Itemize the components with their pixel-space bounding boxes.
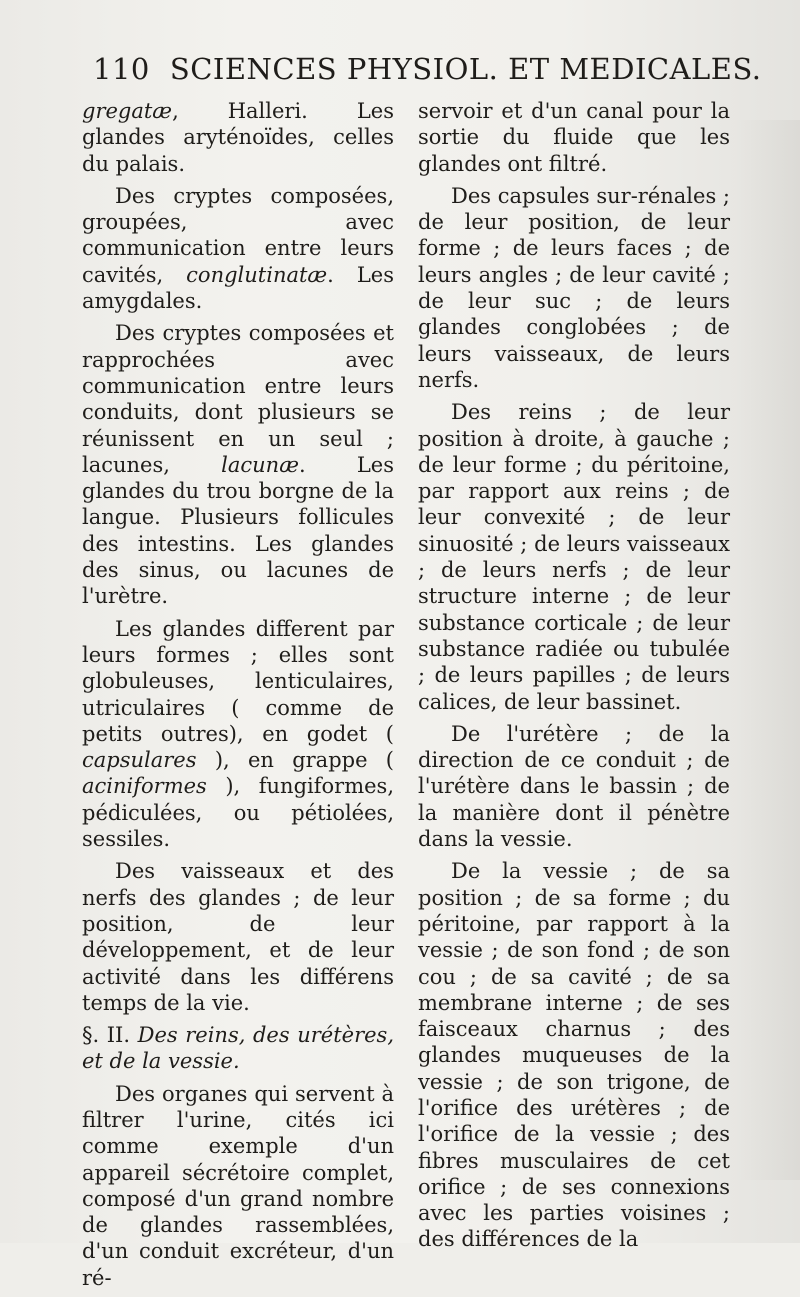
paragraph: Des capsules sur-rénales ; de leur position, de leur forme ; de leurs faces ; de leurs angles ; de leur cavité ; de leur suc ; de leurs glandes conglobées ; de leurs vaisseaux, de leurs nerfs. bbox=[418, 183, 730, 392]
paragraph: Des vaisseaux et des nerfs des glandes ; de leur position, de leur développement, et de leur activité dans les différens temps de la vie. bbox=[82, 859, 394, 1015]
latin-term: gregatæ bbox=[82, 99, 173, 123]
right-column bbox=[418, 98, 730, 1259]
running-title: SCIENCES PHYSIOL. ET MEDICALES. bbox=[169, 52, 762, 86]
page-number: 110 bbox=[93, 52, 150, 86]
paragraph: servoir et d'un canal pour la sortie du fluide que les glandes ont filtré. bbox=[418, 99, 730, 176]
paragraph: gregatæ, Halleri. Les glandes aryténoïdes, celles du palais. bbox=[82, 99, 394, 176]
page-bleed-shadow bbox=[735, 120, 800, 1180]
section-number: §. II. bbox=[82, 1023, 131, 1048]
running-header bbox=[93, 52, 762, 94]
latin-term: lacunæ bbox=[221, 452, 299, 477]
paragraph: Des organes qui servent à filtrer l'urine, cités ici comme exemple d'un appareil sécrétoire complet, composé d'un grand nombre de glandes rassemblées, d'un conduit excréteur, d'un ré- bbox=[82, 1081, 394, 1290]
latin-term: aciniformes bbox=[82, 774, 207, 799]
latin-term: capsulares bbox=[82, 748, 197, 773]
paragraph: De l'urétère ; de la direction de ce conduit ; de l'urétère dans le bassin ; de la manière dont il pénètre dans la vessie. bbox=[418, 721, 730, 852]
section-title: Des reins, des urétères, et de la vessie. bbox=[82, 1023, 394, 1074]
left-column bbox=[82, 98, 394, 1297]
section-heading bbox=[82, 1022, 394, 1075]
paragraph: Des reins ; de leur position à droite, à gauche ; de leur forme ; du péritoine, par rapport aux reins ; de leur convexité ; de leur sinuosité ; de leurs vaisseaux ; de leurs nerfs ; de leur structure interne ; de leur substance corticale ; de leur substance radiée ou tubulée ; de leurs papilles ; de leurs calices, de leur bassinet. bbox=[418, 400, 730, 714]
paragraph: Les glandes different par leurs formes ; elles sont globuleuses, lenticulaires, utriculaires ( comme de petits outres), en godet ( capsulares ), en grappe ( aciniformes ), fungiformes, pédiculées, ou pétiolées, sessiles. bbox=[82, 616, 394, 852]
paragraph: De la vessie ; de sa position ; de sa forme ; du péritoine, par rapport à la vessie ; de son fond ; de son cou ; de sa cavité ; de sa membrane interne ; de ses faisceaux charnus ; des glandes muqueuses de la vessie ; de son trigone, de l'orifice des urétères ; de l'orifice de la vessie ; des fibres musculaires de cet orifice ; de ses connexions avec les parties voisines ; des différences de la bbox=[418, 859, 730, 1252]
latin-term: conglutinatæ bbox=[186, 262, 328, 287]
paragraph: Des cryptes composées, groupées, avec communication entre leurs cavités, conglutinatæ. Les amygdales. bbox=[82, 183, 394, 314]
paragraph: Des cryptes composées et rapprochées avec communication entre leurs conduits, dont plusieurs se réunissent en un seul ; lacunes, lacunæ. Les glandes du trou borgne de la langue. Plusieurs follicules des intestins. Les glandes des sinus, ou lacunes de l'urètre. bbox=[82, 321, 394, 609]
